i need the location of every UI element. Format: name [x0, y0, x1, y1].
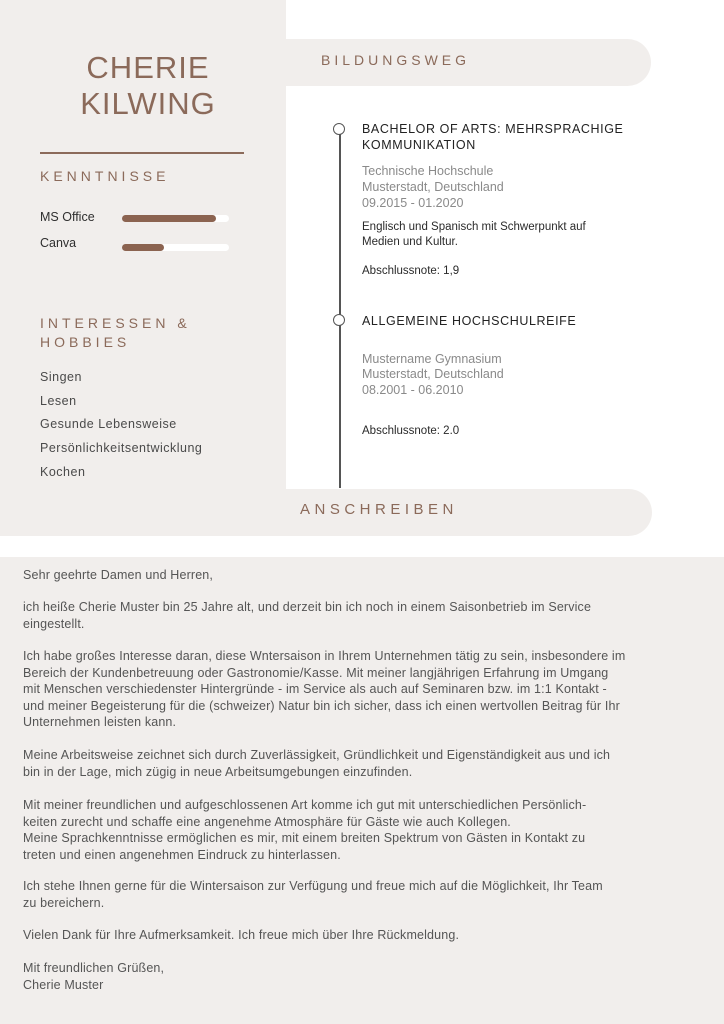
letter-paragraph: ich heiße Cherie Muster bin 25 Jahre alt, und derzeit bin ich noch in einem Saisonbetrieb im Service eingestellt.: [23, 600, 592, 631]
letter-salutation: Sehr geehrte Damen und Herren,: [23, 568, 214, 582]
grade: Abschlussnote: 1,9: [362, 265, 460, 277]
description: Englisch und Spanisch mit Schwerpunkt auf: [362, 221, 586, 233]
education-heading: BILDUNGSWEG: [321, 52, 471, 68]
cover-letter-heading-banner: [0, 489, 652, 536]
education-heading-banner: [286, 39, 651, 86]
skill-label: MS Office: [40, 210, 95, 224]
cover-letter: [0, 557, 724, 1024]
skill-label: Canva: [40, 236, 77, 250]
hobby-item: Persönlichkeitsentwicklung: [40, 441, 203, 455]
letter-paragraph: Meine Arbeitsweise zeichnet sich durch Zuverlässigkeit, Gründlichkeit und Eigenständigkeit aus und ich bin in der Lage, mich zügig in neue Arbeitsumgebungen einzufinden.: [23, 748, 611, 779]
degree-title: BACHELOR OF ARTS: MEHRSPRACHIGE: [362, 122, 624, 136]
skill-bar-fill: [122, 244, 164, 251]
name-last: KILWING: [80, 86, 216, 121]
institution: Mustername Gymnasium: [362, 352, 502, 366]
cover-letter-heading: ANSCHREIBEN: [300, 501, 458, 518]
institution: Technische Hochschule: [362, 164, 494, 178]
letter-paragraph: Ich habe großes Interesse daran, diese Wntersaison in Ihrem Unternehmen tätig zu sein, insbesondere im Bereich der Kundenbetreuung oder Gastronomie/Kasse. Mit meiner langjährigen Erfahrung im Umgang mit Menschen verschiedenster Hintergründe - im Service als auch auf Seminaren bzw. im 1:1 Kontakt - und meiner Begeisterung für die (schweizer) Natur bin ich sicher, dass ich einen wertvollen Beitrag für Ihr Unternehmen leisten kann.: [23, 649, 626, 729]
name-divider: [40, 152, 244, 154]
skill-bar-fill: [122, 215, 216, 222]
hobby-item: Gesunde Lebensweise: [40, 417, 177, 431]
location: Musterstadt, Deutschland: [362, 367, 504, 381]
degree-title: KOMMUNIKATION: [362, 138, 476, 152]
letter-paragraph: Ich stehe Ihnen gerne für die Wintersaison zur Verfügung und freue mich auf die Möglichkeit, Ihr Team zu bereichern.: [23, 879, 603, 910]
period: 08.2001 - 06.2010: [362, 383, 464, 397]
description: Medien und Kultur.: [362, 236, 458, 248]
timeline-dot: [333, 123, 345, 135]
hobby-item: Singen: [40, 370, 82, 384]
timeline-dot: [333, 314, 345, 326]
skill-bar-track: [122, 215, 229, 222]
timeline-line: [339, 128, 341, 488]
location: Musterstadt, Deutschland: [362, 180, 504, 194]
name-first: CHERIE: [86, 50, 210, 85]
letter-closing: Mit freundlichen Grüßen, Cherie Muster: [23, 961, 165, 992]
skills-heading: KENNTNISSE: [40, 168, 170, 184]
hobbies-heading-line2: HOBBIES: [40, 334, 131, 350]
letter-paragraph: Mit meiner freundlichen und aufgeschlossenen Art komme ich gut mit unterschiedlichen Persönlich- keiten zurecht und schaffe eine angenehme Atmosphäre für Gäste wie auch Kollegen. Meine Sprachkenntnisse ermöglichen es mir, mit einem breiten Spektrum von Gästen in Kontakt zu treten und einen angenehmen Eindruck zu hinterlassen.: [23, 798, 587, 862]
degree-title: ALLGEMEINE HOCHSCHULREIFE: [362, 314, 577, 328]
skill-bar-track: [122, 244, 229, 251]
hobbies-heading-line1: INTERESSEN &: [40, 315, 191, 331]
period: 09.2015 - 01.2020: [362, 196, 464, 210]
letter-paragraph: Vielen Dank für Ihre Aufmerksamkeit. Ich freue mich über Ihre Rückmeldung.: [23, 928, 460, 942]
grade: Abschlussnote: 2.0: [362, 425, 460, 437]
hobby-item: Kochen: [40, 465, 86, 479]
hobby-item: Lesen: [40, 394, 77, 408]
